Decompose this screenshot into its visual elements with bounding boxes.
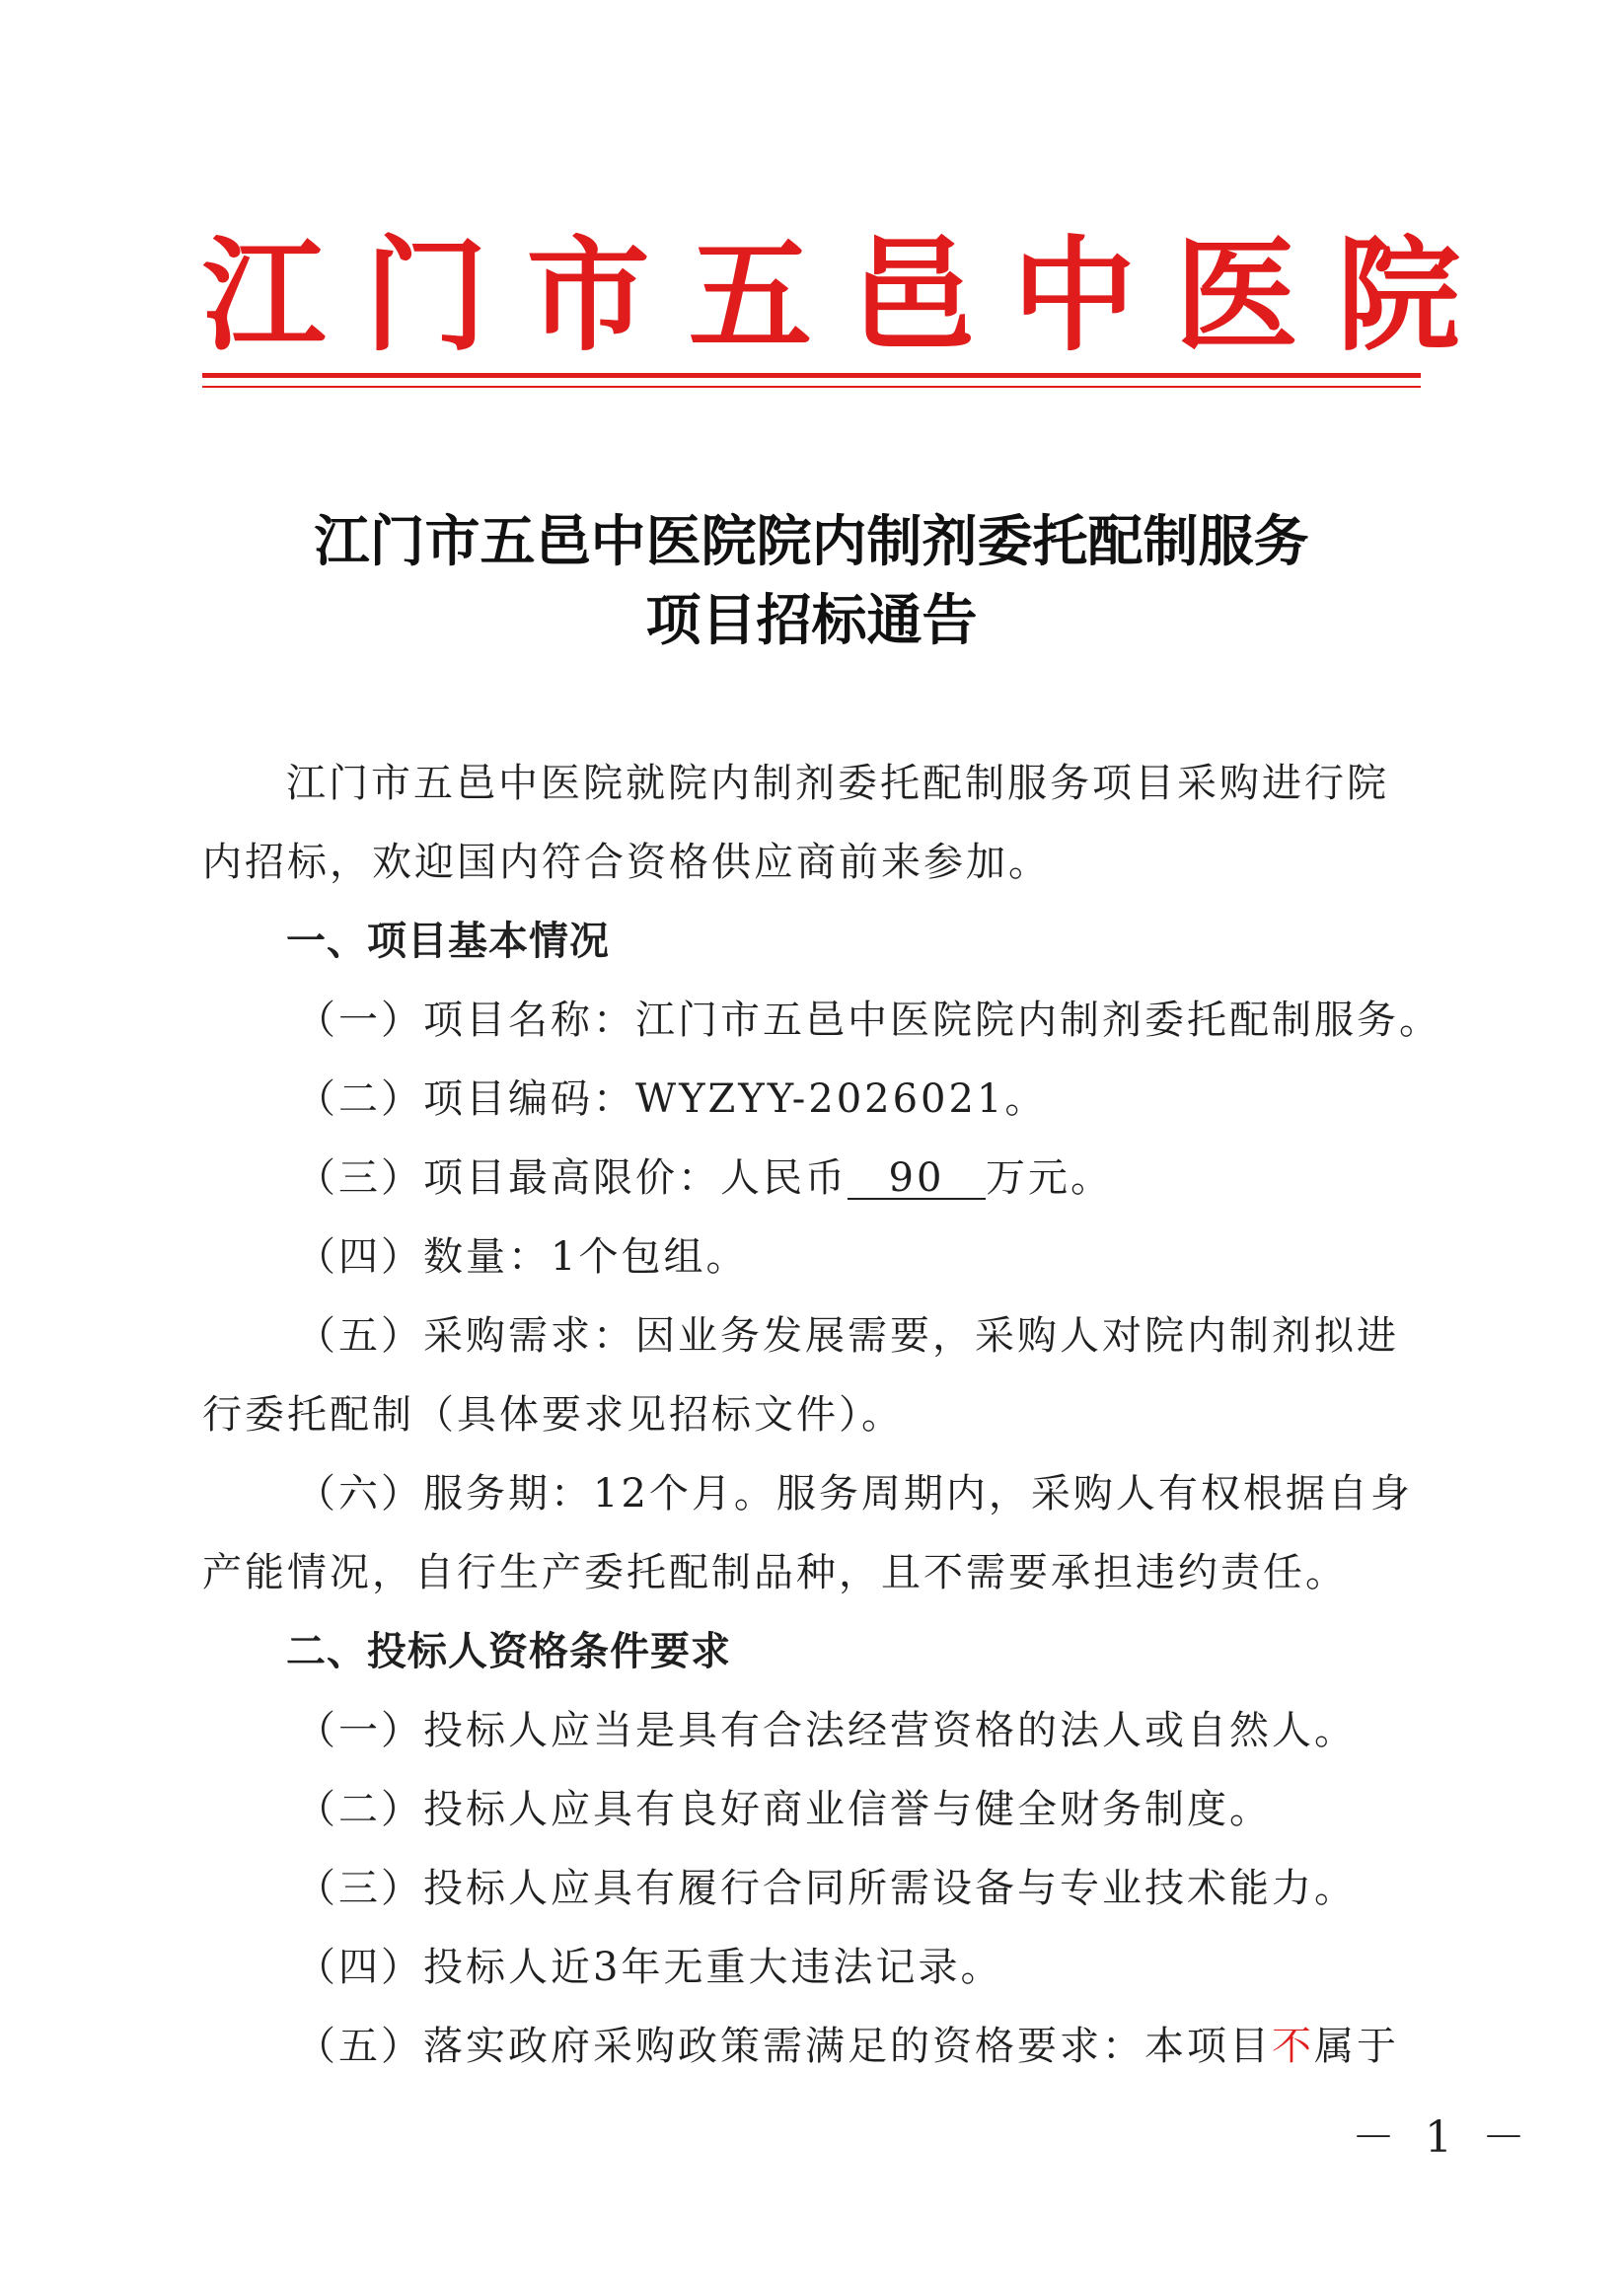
section2-item1: （一）投标人应当是具有合法经营资格的法人或自然人。 (296, 1708, 1357, 1753)
section2-heading: 二、投标人资格条件要求 (286, 1629, 731, 1674)
intro-line2: 内招标，欢迎国内符合资格供应商前来参加。 (202, 840, 1051, 885)
section1-item5-line1: （五）采购需求：因业务发展需要，采购人对院内制剂拟进 (296, 1313, 1399, 1359)
section1-item6-line2: 产能情况，自行生产委托配制品种，且不需要承担违约责任。 (202, 1550, 1348, 1595)
section2-item5-highlight: 不 (1272, 2024, 1314, 2069)
section2-item2: （二）投标人应具有良好商业信誉与健全财务制度。 (296, 1787, 1272, 1832)
letterhead-char: 江 (202, 224, 326, 368)
section1-item5-line2: 行委托配制（具体要求见招标文件）。 (202, 1392, 904, 1438)
section2-item3: （三）投标人应具有履行合同所需设备与专业技术能力。 (296, 1866, 1357, 1911)
section1-heading: 一、项目基本情况 (286, 919, 610, 964)
max-price-prefix: （三）项目最高限价：人民币 (296, 1155, 848, 1201)
letterhead-char: 医 (1174, 224, 1298, 368)
page-number: － 1 － (1352, 2112, 1533, 2163)
letterhead-char: 院 (1336, 224, 1460, 368)
letterhead-char: 市 (526, 224, 650, 368)
letterhead-char: 邑 (850, 224, 975, 368)
section1-item6-line1: （六）服务期：12个月。服务周期内，采购人有权根据自身 (296, 1471, 1413, 1516)
section1-item2: （二）项目编码：WYZYY-2026021。 (296, 1076, 1048, 1122)
section1-item1: （一）项目名称：江门市五邑中医院院内制剂委托配制服务。 (296, 998, 1441, 1043)
section2-item5-suffix: 属于 (1314, 2024, 1399, 2069)
max-price-value: 90 (848, 1158, 986, 1200)
letterhead-rule-thick (202, 373, 1421, 378)
document-title-line1: 江门市五邑中医院院内制剂委托配制服务 (314, 509, 1309, 574)
letterhead-char: 五 (688, 224, 812, 368)
section1-item4: （四）数量：1个包组。 (296, 1234, 749, 1280)
letterhead-rule-thin (202, 386, 1421, 388)
intro-line1: 江门市五邑中医院就院内制剂委托配制服务项目采购进行院 (286, 761, 1389, 806)
letterhead-char: 门 (364, 224, 488, 368)
section2-item5 (296, 2015, 1549, 2071)
letterhead (202, 222, 1460, 370)
section1-item3 (296, 1146, 1549, 1203)
section2-item4: （四）投标人近3年无重大违法记录。 (296, 1945, 1003, 1990)
letterhead-char: 中 (1012, 224, 1137, 368)
section2-item5-prefix: （五）落实政府采购政策需满足的资格要求：本项目 (296, 2024, 1272, 2069)
document-title-line2: 项目招标通告 (645, 588, 978, 653)
max-price-suffix: 万元。 (986, 1155, 1113, 1201)
